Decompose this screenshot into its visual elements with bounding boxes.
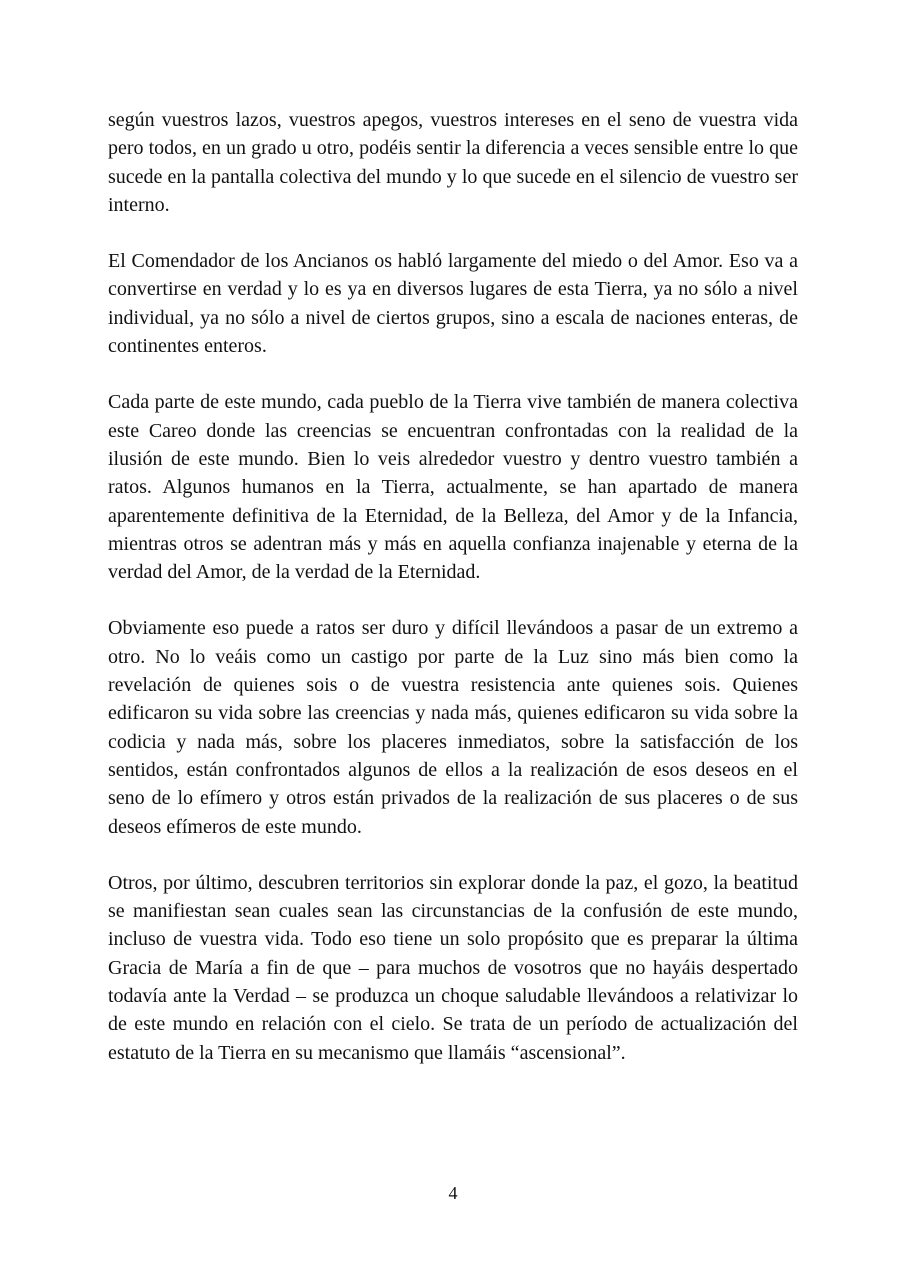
document-body (108, 106, 798, 1095)
paragraph-3: Cada parte de este mundo, cada pueblo de la Tierra vive también de manera colectiva este Careo donde las creencias se encuentran confrontadas con la realidad de la ilusión de este mundo. Bien lo veis alrededor vuestro y dentro vuestro también a ratos. Algunos humanos en la Tierra, actualmente, se han apartado de manera aparentemente definitiva de la Eternidad, de la Belleza, del Amor y de la Infancia, mientras otros se adentran más y más en aquella confianza inajenable y eterna de la verdad del Amor, de la verdad de la Eternidad. (108, 391, 798, 584)
paragraph-5: Otros, por último, descubren territorios sin explorar donde la paz, el gozo, la beatitud se manifiestan sean cuales sean las circunstancias de la confusión de este mundo, incluso de vuestra vida. Todo eso tiene un solo propósito que es preparar la última Gracia de María a fin de que – para muchos de vosotros que no hayáis despertado todavía ante la Verdad – se produzca un choque saludable llevándoos a relativizar lo de este mundo en relación con el cielo. Se trata de un período de actualización del estatuto de la Tierra en su mecanismo que llamáis “ascensional”. (108, 871, 798, 1064)
paragraph-1: según vuestros lazos, vuestros apegos, vuestros intereses en el seno de vuestra vida pero todos, en un grado u otro, podéis sentir la diferencia a veces sensible entre lo que sucede en la pantalla colectiva del mundo y lo que sucede en el silencio de vuestro ser interno. (108, 109, 798, 216)
paragraph-2: El Comendador de los Ancianos os habló largamente del miedo o del Amor. Eso va a convertirse en verdad y lo es ya en diversos lugares de esta Tierra, ya no sólo a nivel individual, ya no sólo a nivel de ciertos grupos, sino a escala de naciones enteras, de continentes enteros. (108, 250, 798, 358)
paragraph-4: Obviamente eso puede a ratos ser duro y difícil llevándoos a pasar de un extremo a otro. No lo veáis como un castigo por parte de la Luz sino más bien como la revelación de quienes sois o de vuestra resistencia ante quienes sois. Quienes edificaron su vida sobre las creencias y nada más, quienes edificaron su vida sobre la codicia y nada más, sobre los placeres inmediatos, sobre la satisfacción de los sentidos, están confrontados algunos de ellos a la realización de esos deseos en el seno de lo efímero y otros están privados de la realización de sus placeres o de sus deseos efímeros de este mundo. (108, 617, 798, 838)
page-number: 4 (448, 1183, 458, 1203)
